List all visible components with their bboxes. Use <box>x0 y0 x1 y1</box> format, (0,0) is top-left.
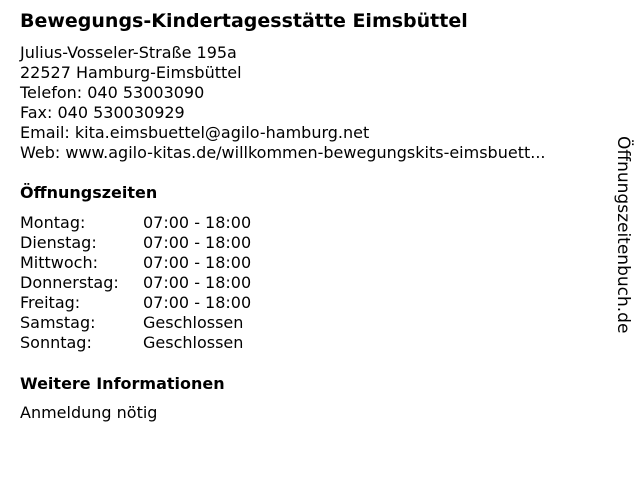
email-link[interactable]: Email: kita.eimsbuettel@agilo-hamburg.net <box>20 123 370 142</box>
page-title: Bewegungs-Kindertagesstätte Eimsbüttel <box>20 10 468 32</box>
fax-number: Fax: 040 530030929 <box>20 103 185 122</box>
time-value: 07:00 - 18:00 <box>143 253 252 272</box>
phone-number[interactable]: Telefon: 040 53003090 <box>20 83 205 102</box>
time-value: 07:00 - 18:00 <box>143 273 252 292</box>
opening-hours-table <box>20 213 251 353</box>
day-label: Sonntag: <box>20 333 92 352</box>
hours-row-sunday <box>20 333 251 353</box>
time-value: 07:00 - 18:00 <box>143 233 252 252</box>
day-label: Mittwoch: <box>20 253 98 272</box>
time-value: Geschlossen <box>143 333 244 352</box>
street-address: Julius-Vosseler-Straße 195a <box>20 43 237 62</box>
website-link[interactable]: Web: www.agilo-kitas.de/willkommen-bewegungskits-eimsbuett... <box>20 143 546 162</box>
day-label: Donnerstag: <box>20 273 119 292</box>
hours-row-tuesday <box>20 233 251 253</box>
more-info-text: Anmeldung nötig <box>20 403 158 422</box>
day-label: Dienstag: <box>20 233 97 252</box>
hours-row-friday <box>20 293 251 313</box>
day-label: Samstag: <box>20 313 96 332</box>
side-brand-label: Öffnungszeitenbuch.de <box>613 136 633 334</box>
city-address: 22527 Hamburg-Eimsbüttel <box>20 63 242 82</box>
hours-row-wednesday <box>20 253 251 273</box>
address-block <box>20 43 600 163</box>
more-info-heading: Weitere Informationen <box>20 374 225 393</box>
opening-hours-heading: Öffnungszeiten <box>20 183 158 202</box>
hours-row-monday <box>20 213 251 233</box>
day-label: Freitag: <box>20 293 81 312</box>
day-label: Montag: <box>20 213 86 232</box>
hours-row-thursday <box>20 273 251 293</box>
time-value: 07:00 - 18:00 <box>143 293 252 312</box>
time-value: 07:00 - 18:00 <box>143 213 252 232</box>
hours-row-saturday <box>20 313 251 333</box>
time-value: Geschlossen <box>143 313 244 332</box>
